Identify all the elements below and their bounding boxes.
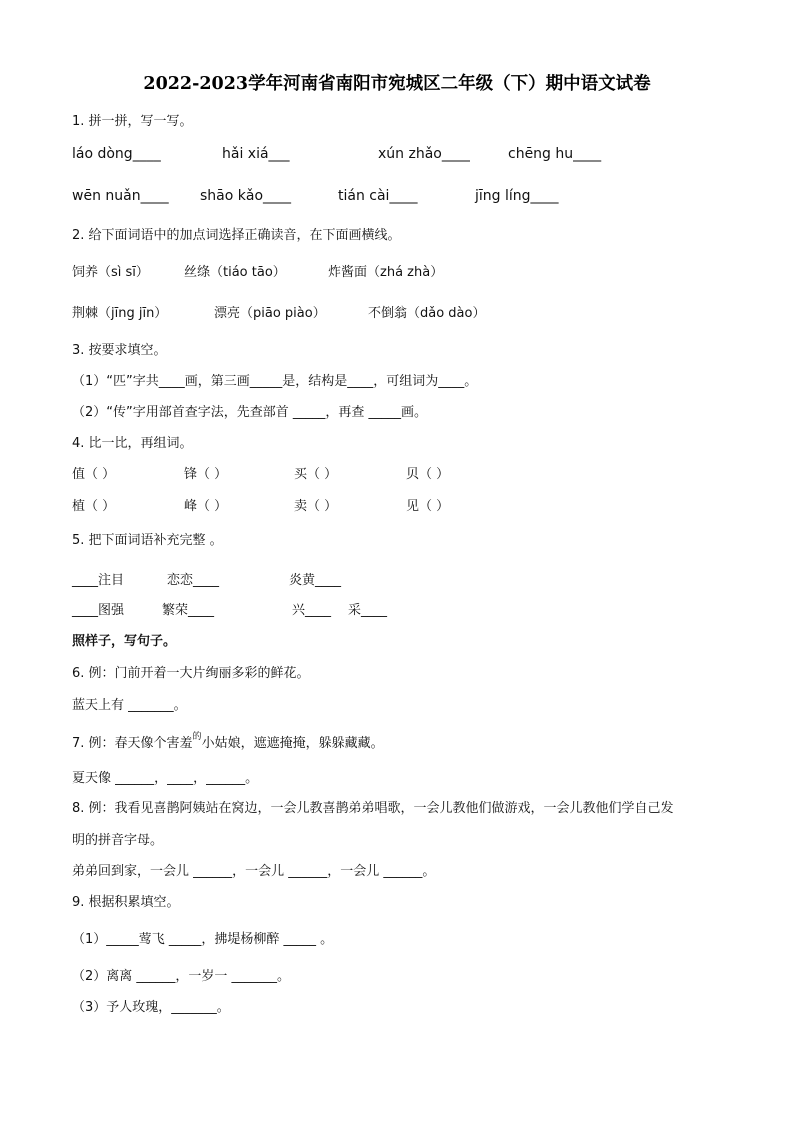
pinyin-item: láo dòng____: [72, 146, 161, 162]
question-9-heading: 9. 根据积累填空。: [72, 895, 180, 910]
compare-item: 贝（ ）: [406, 467, 450, 482]
reading-choice: 荆棘（jīng jīn）: [72, 306, 168, 321]
reading-choice: 漂亮（piāo piào）: [214, 306, 326, 321]
question-8-example-cont: 明的拼音字母。: [72, 833, 164, 848]
page-title: 2022-2023学年河南省南阳市宛城区二年级（下）期中语文试卷: [143, 74, 651, 94]
question-5-heading: 5. 把下面词语补充完整 。: [72, 533, 223, 548]
compare-item: 植（ ）: [72, 499, 116, 514]
question-8-example: 8. 例：我看见喜鹊阿姨站在窝边，一会儿教喜鹊弟弟唱歌，一会儿教他们做游戏，一会儿教他们学自己发: [72, 801, 674, 816]
pinyin-item: chēng hu____: [508, 146, 602, 162]
pinyin-item: tián cài____: [338, 188, 418, 204]
compare-item: 峰（ ）: [184, 499, 228, 514]
pinyin-item: xún zhǎo____: [378, 146, 470, 162]
question-3-line-2: （2）“传”字用部首查字法，先查部首 _____，再查 _____画。: [72, 405, 428, 420]
compare-item: 买（ ）: [294, 467, 338, 482]
question-7-answer: 夏天像 ______，____，______。: [72, 771, 259, 786]
question-6-example: 6. 例：门前开着一大片绚丽多彩的鲜花。: [72, 666, 310, 681]
reading-choice: 饲养（sì sī）: [72, 265, 149, 280]
pinyin-item: jīng líng____: [475, 188, 559, 204]
compare-item: 锋（ ）: [184, 467, 228, 482]
idiom-blank: ____图强: [72, 603, 125, 618]
question-6-answer: 蓝天上有 _______。: [72, 698, 187, 713]
question-9-line-1: （1）_____莺飞 _____，拂堤杨柳醉 _____ 。: [72, 932, 334, 947]
compare-item: 卖（ ）: [294, 499, 338, 514]
example-text: 7. 例：春天像个害羞: [72, 736, 193, 751]
question-2-heading: 2. 给下面词语中的加点词选择正确读音，在下面画横线。: [72, 228, 401, 243]
pinyin-item: wēn nuǎn____: [72, 188, 169, 204]
idiom-blank: 繁荣____: [162, 603, 215, 618]
pinyin-item: shāo kǎo____: [200, 188, 292, 204]
example-text: 小姑娘，遮遮掩掩，躲躲藏藏。: [201, 736, 384, 751]
idiom-blank: 炎黄____: [289, 573, 342, 588]
reading-choice: 不倒翁（dǎo dào）: [368, 306, 486, 321]
idiom-blank: ____注目: [72, 573, 125, 588]
compare-item: 见（ ）: [406, 499, 450, 514]
question-3-heading: 3. 按要求填空。: [72, 343, 167, 358]
pinyin-item: hǎi xiá___: [222, 146, 290, 162]
idiom-blank: 恋恋____: [167, 573, 220, 588]
section-heading: 照样子，写句子。: [72, 634, 177, 649]
idiom-blank: 采____: [348, 603, 388, 618]
question-3-line-1: （1）“匹”字共____画，第三画_____是，结构是____，可组词为____。: [72, 374, 478, 389]
dotted-character: 的: [192, 732, 202, 742]
question-8-answer: 弟弟回到家，一会儿 ______，一会儿 ______，一会儿 ______。: [72, 864, 436, 879]
question-9-line-2: （2）离离 ______，一岁一 _______。: [72, 969, 291, 984]
question-9-line-3: （3）予人玫瑰，_______。: [72, 1000, 230, 1015]
idiom-blank: 兴____: [292, 603, 332, 618]
reading-choice: 丝绦（tiáo tāo）: [184, 265, 286, 280]
reading-choice: 炸酱面（zhá zhà）: [328, 265, 444, 280]
question-4-heading: 4. 比一比，再组词。: [72, 436, 193, 451]
compare-item: 值（ ）: [72, 467, 116, 482]
question-1-heading: 1. 拼一拼，写一写。: [72, 114, 193, 129]
question-7-example: [72, 732, 384, 751]
